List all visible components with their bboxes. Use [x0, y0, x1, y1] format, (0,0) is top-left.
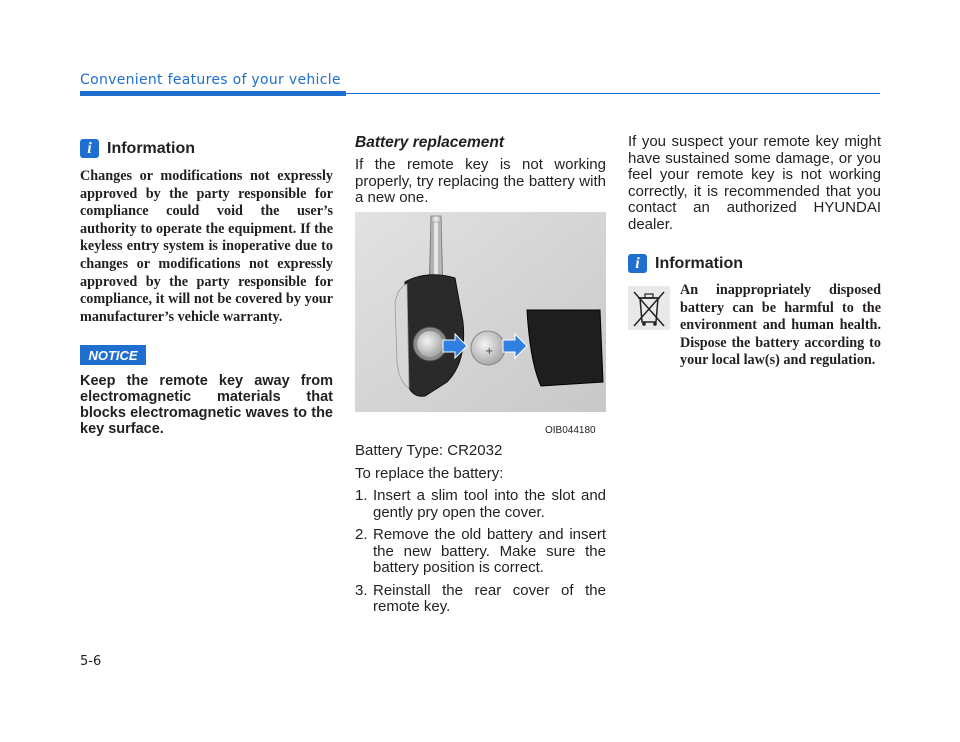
remote-key-figure — [355, 212, 606, 412]
step-number: 1. — [355, 487, 368, 504]
notice-text: Keep the remote key away from electromagnetic materials that blocks electromagnetic waves to the key surface. — [80, 373, 333, 437]
to-replace-label: To replace the battery: — [355, 464, 504, 482]
step-text: Reinstall the rear cover of the remote key. — [373, 581, 606, 615]
header-rule — [346, 93, 880, 94]
intro-text: If the remote key is not working properly, try replacing the battery with a new one. — [355, 156, 606, 206]
damage-advice-text: If you suspect your remote key might have sustained some damage, or you feel your remote key is not working correctly, it is recommended that you contact an authorized HYUNDAI dealer. — [628, 133, 881, 233]
notice-badge: NOTICE — [80, 345, 146, 365]
page-number: 5-6 — [80, 654, 102, 669]
step-number: 3. — [355, 581, 368, 599]
info-heading — [80, 139, 195, 158]
info-icon: i — [628, 254, 647, 273]
info-text: Changes or modifications not expressly approved by the party responsible for compliance could void the user’s authority to operate the equipment. If the keyless entry system is inoperative due to changes or modifications not expressly approved by the party responsible for compliance, it will not be covered by your manufacturer’s vehicle warranty. — [80, 168, 333, 325]
disposal-info-text: An inappropriately disposed battery can be harmful to the environment and human health. Dispose the battery according to your local law(s) and regulation. — [680, 282, 881, 369]
step-item — [355, 488, 606, 521]
info-title: Information — [107, 139, 195, 157]
battery-steps — [355, 443, 606, 616]
step-item — [355, 527, 606, 577]
step-text: Remove the old battery and insert the new battery. Make sure the battery position is correct. — [373, 526, 606, 576]
step-number: 2. — [355, 526, 368, 543]
remote-key-illustration — [355, 212, 606, 412]
info-heading — [628, 254, 743, 273]
step-text: Insert a slim tool into the slot and gently pry open the cover. — [373, 487, 606, 521]
section-heading: Battery replacement — [355, 134, 505, 151]
step-item — [355, 583, 606, 616]
crossed-bin-icon — [628, 286, 670, 330]
info-icon: i — [80, 139, 99, 158]
figure-label: OIB044180 — [545, 425, 596, 436]
svg-text:+: + — [485, 346, 494, 357]
section-header-title: Convenient features of your vehicle — [80, 72, 341, 88]
header-accent-bar — [80, 91, 346, 96]
battery-type: Battery Type: CR2032 — [355, 442, 503, 459]
info-title: Information — [655, 254, 743, 272]
